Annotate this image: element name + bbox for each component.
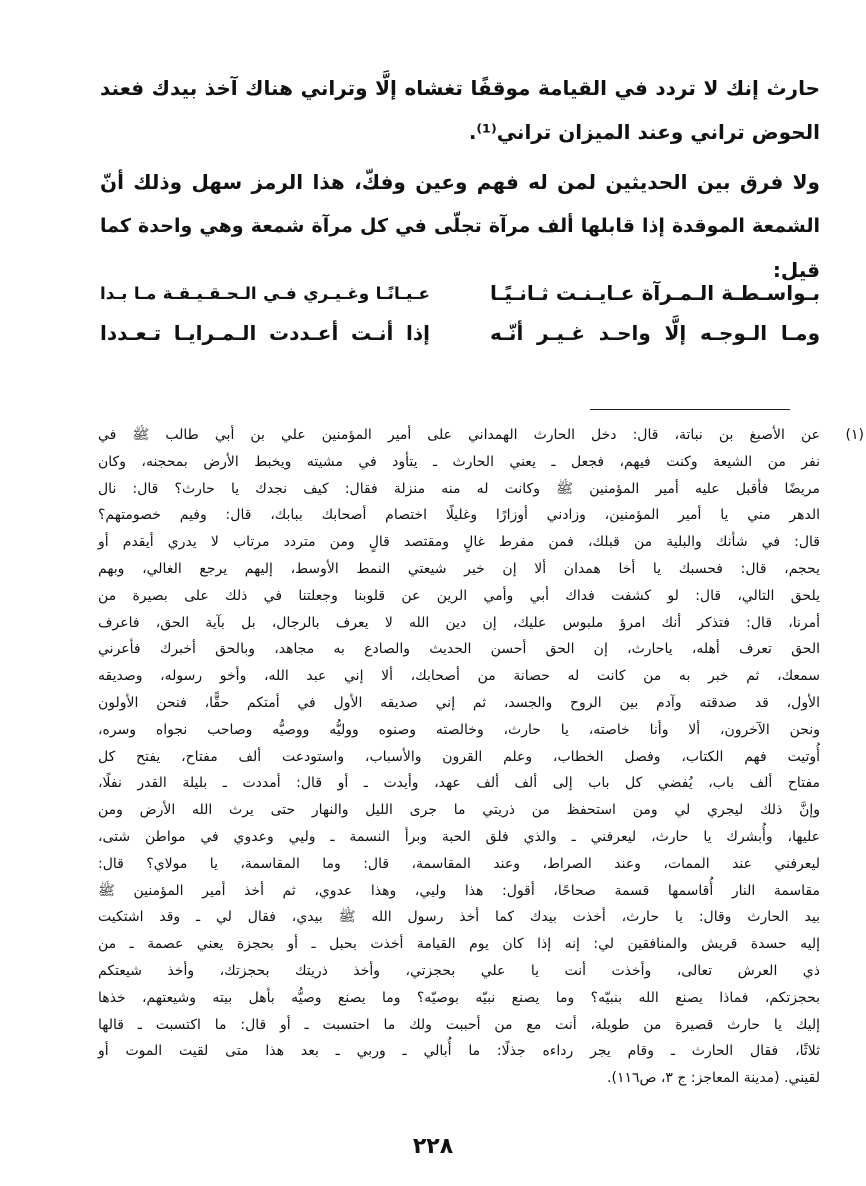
footnote-line: ليعرفني عند الممات، وعند الصراط، وعند المقاسمة، قال: وما المقاسمة، يا مولاي؟ قال: (98, 855, 820, 872)
footnote-line: نفر من الشيعة وكنت فيهم، فجعل ـ يعني الحارث ـ يتأود في مشيته ويخبط الأرض بمحجنه، وكان (98, 453, 820, 470)
main-line: الحوض تراني وعند الميزان تراني⁽¹⁾. (468, 120, 820, 144)
poem-hemistich-first: ومـا الـوجـه إلَّا واحـد غـيـر أنّـه (490, 321, 820, 345)
footnote-line: الحق تعرف أهله، ياحارث، إن الحق أحسن الحديث والصادع به مجاهد، وبالحق أخبرك فأعرني (98, 641, 820, 658)
footnote-marker: (١) (845, 427, 864, 443)
poem-verse (100, 273, 820, 313)
footnote-line: مقاسمة النار أُقاسمها قسمة صحاحًا، أقول: هذا وليي، وهذا عدوي، ثم أخذ أمير المؤمنين ﷺ (98, 882, 820, 899)
main-line: حارث إنك لا تردد في القيامة موقفًا تغشاه إلَّا وتراني هناك آخذ بيدك فعند (100, 76, 820, 100)
footnote-line: إليه حسدة قريش والمنافقين لي: إنه إذا كان يوم القيامة أخذت بحبل ـ أو بحجزة يعني عصمة ـ من (98, 936, 820, 953)
footnote-line: وإنَّ ذلك ليجري لي ومن استحفظ من ذريتي ما جرى الليل والنهار حتى يرث الله الأرض ومن (98, 802, 820, 819)
poem-hemistich-first: بـواسـطـة الـمـرآة عـايـنـت ثـانـيًـا (490, 281, 820, 305)
poem-hemistich-second: إذا أنـت أعـددت الـمـرايـا تـعـددا (100, 321, 430, 345)
footnote-line: يلحق التالي، قال: لو كشفت فداك أبي وأمي الرين عن قلوبنا وجعلتنا في ذلك على بصيرة من (98, 587, 820, 604)
footnote-line: إليك يا حارث قصيرة من طويلة، أنت مع من أحببت ولك ما احتسبت ـ أو قال: ما اكتسبت ـ قالها (98, 1016, 820, 1033)
footnote (98, 422, 864, 1092)
footnote-line: عليها، وأُبشرك يا حارث، ليعرفني ـ والذي فلق الحبة وبرأ النسمة ـ وليي وعدوي في مواطن شتى، (98, 828, 820, 845)
footnote-line: ثلاثًا، فقال الحارث ـ وقام يجر رداءه جذلًا: ما أُبالي ـ وربي ـ بعد هذا متى لقيت الموت أو (98, 1043, 820, 1060)
footnote-line: ونحن الآخرون، ألا وأنا خاصته، يا حارث، وخالصته وصنوه ووليُّه ووصيُّه وصاحب نجواه وسره، (98, 721, 820, 738)
poem-verse (100, 313, 820, 353)
footnote-line: الأول، قد صدقته وآدم بين الروح والجسد، ثم إني صديقه الأول في أمتكم حقًّا، فنحن الأولون (98, 694, 820, 711)
footnote-line: أُوتيت فهم الكتاب، وفصل الخطاب، وعلم القرون والأسباب، واستودعت ألف مفتاح، يفتح كل (98, 748, 820, 765)
main-line: ولا فرق بين الحديثين لمن له فهم وعين وفكّ، هذا الرمز سهل وذلك أنّ (100, 170, 820, 194)
main-line: الشمعة الموقدة إذا قابلها ألف مرآة تجلّى في كل مرآة شمعة وهي واحدة كما (100, 215, 820, 237)
footnote-line: عن الأصبغ بن نباتة، قال: دخل الحارث الهمداني على أمير المؤمنين علي بن أبي طالب ﷺ في (98, 427, 820, 443)
footnote-line: يحجم، قال: فحسبك يا أخا همدان ألا إن خير شيعتي النمط الأوسط، إليهم يرجع الغالي، وبهم (98, 560, 820, 577)
page-number: ٢٢٨ (412, 1134, 454, 1159)
footnote-line: بيد الحارث وقال: يا حارث، أخذت بيدك كما أخذ رسول الله ﷺ بيدي، فقال لي ـ وقد اشتكيت (98, 909, 820, 926)
footnote-line: الدهر مني يا أمير المؤمنين، وزادني أوزارًا وغليلًا اختصام أصحابك ببابك، قال: وفيم خصومتهم؟ (98, 507, 820, 524)
footnote-separator (590, 409, 790, 410)
footnote-line: سمعك، ثم خبر به من كانت له حصانة من أصحابك، ألا إني عبد الله، وأخو رسوله، وصديقه (98, 668, 820, 685)
footnote-line: ذي العرش تعالى، وأخذت أنت يا علي بحجزتي، وأخذ ذريتك بحجزتك، وأخذ شيعتكم (98, 962, 820, 979)
footnote-line: أمرنا، قال: فتذكر أنك امرؤ ملبوس عليك، إن دين الله لا يعرف بالرجال، بل بآية الحق، فاعرف (98, 614, 820, 631)
main-line: قيل: (772, 258, 820, 282)
poem-hemistich-second: عـيـانًـا وغـيـري فـي الـحـقـيـقـة مـا بـدا (100, 283, 430, 303)
footnote-line: مفتاح ألف باب، يُفضي كل باب إلى ألف ألف عهد، وأيدت ـ أو قال: أمددت ـ بليلة القدر نفلًا، (98, 775, 820, 792)
footnote-line: بحجزتكم، فماذا يصنع الله بنبيّه؟ وما يصنع نبيّه بوصيّه؟ وما يصنع وصيُّه بأهل بيته وشيعتهم، خذها (98, 989, 820, 1006)
footnote-line: لقيني. (مدينة المعاجز: ج ٣، ص١١٦). (607, 1070, 820, 1087)
main-text (100, 66, 820, 292)
footnote-lines (98, 422, 820, 1092)
poem (100, 273, 820, 353)
footnote-line: مريضًا فأقبل عليه أمير المؤمنين ﷺ وكانت له منه منزلة فقال: كيف نجدك يا حارث؟ قال: نال (98, 480, 820, 497)
footnote-line: قال: في شأنك والبلية من قبلك، فمن مفرط غالٍ ومقتصد قالٍ ومن متردد مرتاب لا يدري أيقدم أو (98, 534, 820, 551)
